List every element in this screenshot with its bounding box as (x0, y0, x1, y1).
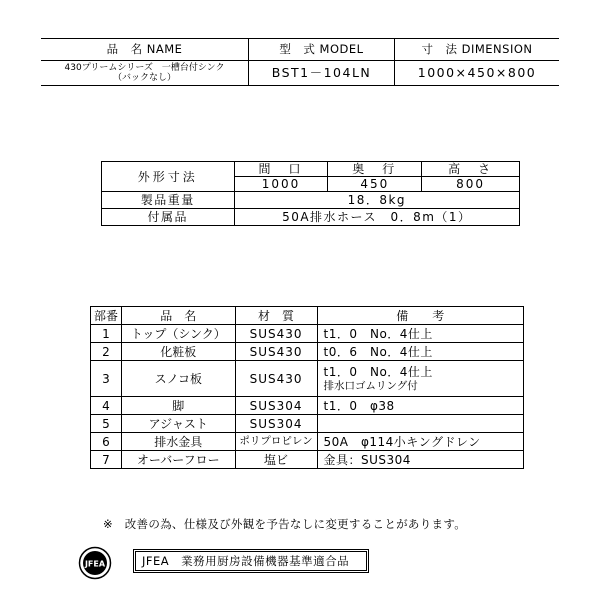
model-value: BST1－104LN (249, 61, 395, 86)
table-row (91, 397, 524, 415)
part-material: SUS304 (235, 397, 317, 415)
part-material: SUS304 (235, 415, 317, 433)
height-value: 800 (422, 177, 520, 192)
part-material: ポリプロピレン (235, 433, 317, 451)
dimension-value: 1000×450×800 (395, 61, 560, 86)
part-remark (317, 361, 524, 397)
part-remark-line2: 排水口ゴムリング付 (323, 379, 418, 392)
table-row (91, 433, 524, 451)
certification-label: JFEA 業務用厨房設備機器基準適合品 (133, 549, 369, 573)
part-no-header: 部番 (91, 307, 122, 325)
name-header: 品 名 NAME (41, 39, 249, 61)
part-remark: t1．0 No．4仕上 (317, 325, 524, 343)
accessory-value: 50A排水ホース 0．8m（1） (234, 209, 519, 226)
part-no: 1 (91, 325, 122, 343)
part-remark: t1．0 φ38 (317, 397, 524, 415)
material-header: 材 質 (235, 307, 317, 325)
accessory-label: 付属品 (102, 209, 235, 226)
part-remark: t0．6 No．4仕上 (317, 343, 524, 361)
remark-header: 備 考 (317, 307, 524, 325)
product-name-line2: （バックなし） (112, 73, 176, 83)
part-remark-line1: t1．0 No．4仕上 (323, 364, 433, 379)
weight-label: 製品重量 (102, 192, 235, 209)
part-no: 5 (91, 415, 122, 433)
part-material: SUS430 (235, 361, 317, 397)
part-remark (317, 415, 524, 433)
part-no: 4 (91, 397, 122, 415)
part-material: SUS430 (235, 343, 317, 361)
table-row (91, 325, 524, 343)
part-no: 2 (91, 343, 122, 361)
change-notice: ※ 改善の為、仕様及び外観を予告なしに変更することがあります。 (103, 517, 467, 531)
model-header: 型 式 MODEL (249, 39, 395, 61)
part-name: アジャスト (121, 415, 235, 433)
part-no: 7 (91, 451, 122, 469)
spec-table (101, 161, 520, 226)
part-remark: 50A φ114小キングドレン (317, 433, 524, 451)
part-name: スノコ板 (121, 361, 235, 397)
height-label: 高 さ (422, 162, 520, 177)
depth-label: 奥 行 (328, 162, 422, 177)
product-header-table (41, 38, 559, 86)
width-value: 1000 (234, 177, 328, 192)
outer-dimension-label: 外形寸法 (102, 162, 235, 192)
depth-value: 450 (328, 177, 422, 192)
part-material: SUS430 (235, 325, 317, 343)
table-row (91, 415, 524, 433)
dimension-header: 寸 法 DIMENSION (395, 39, 560, 61)
part-name-header: 品 名 (121, 307, 235, 325)
table-row (91, 343, 524, 361)
part-name: 化粧板 (121, 343, 235, 361)
part-name: トップ（シンク） (121, 325, 235, 343)
part-name: 排水金具 (121, 433, 235, 451)
weight-value: 18．8kg (234, 192, 519, 209)
part-no: 3 (91, 361, 122, 397)
part-no: 6 (91, 433, 122, 451)
product-name (41, 61, 249, 86)
part-name: オーバーフロー (121, 451, 235, 469)
table-row (91, 451, 524, 469)
table-row (91, 361, 524, 397)
jfea-logo-icon (78, 546, 112, 580)
part-material: 塩ビ (235, 451, 317, 469)
part-remark: 金具：SUS304 (317, 451, 524, 469)
part-name: 脚 (121, 397, 235, 415)
svg-text:JFEA: JFEA (84, 559, 106, 569)
width-label: 間 口 (234, 162, 328, 177)
parts-table (90, 306, 524, 469)
product-name-line1: 430プリームシリーズ 一槽台付シンク (64, 63, 225, 73)
